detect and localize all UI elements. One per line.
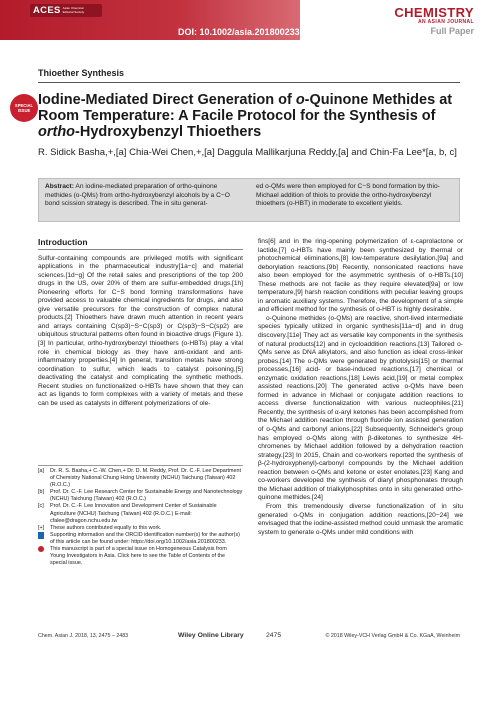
- supporting-info-icon: [38, 532, 46, 546]
- abstract-label: Abstract:: [45, 183, 74, 190]
- affiliation-text: Dr. R. S. Basha,+ C.-W. Chen,+ Dr. D. M. Reddy, Prof. Dr. C.-F. Lee Department of Chemistry National Chung Hsing University (NCHU) Taichung (Taiwan) 402 (R.O.C.): [50, 468, 242, 489]
- special-issue-icon: [38, 546, 46, 567]
- journal-name: CHEMISTRY: [394, 5, 474, 20]
- affiliation-item: [38, 468, 243, 489]
- paragraph: o-Quinone methides (o-QMs) are reactive, short-lived intermediate species typically utilized in organic synthesis[11a−d] and in drug discovery.[11e] They act as versatile key components in the synthesis of natural products[12] and in cycloaddition reactions.[13] Tailored o-QMs serve as DNA alkylators, and also function as ideal cross-linker probes.[14] The o-QMs were generated by photolysis[15] or thermal processes,[16] acid- or base-induced reactions,[17] chemical or enzymatic oxidation reactions,[18] Lewis acid,[19] or metal complex assisted reactions.[20] The generated active o-QMs have been formed in advance in Michael or conjugate addition reactions to access diverse functionalization with various nucleophiles.[21] Recently, the synthesis of α-aryl ketones has been accomplished from the Michael addition reaction through fluoride ion assisted generation of o-QMs and carbonyl anions.[22] Subsequently, Schneider's group has employed o-QMs along with β-diketones to synthesize 4H-chromenes by Michael addition followed by a dehydration reaction strategy.[23] In 2015, Chain and co-workers reported the synthesis of β-(2-hydroxyphenyl)-carbonyl compounds by the Michael addition reaction between o-QMs and ketone or ester enolates.[23] Kang and co-workers developed the synthesis of diaryl phosphonates through the Michael addition of trialkylphosphites onto in situ generated ortho-quinone methides.[24]: [258, 314, 463, 502]
- abstract-text-left: An iodine-mediated preparation of ortho-quinone methides (o-QMs) from ortho-hydroxybenzyl alcohols by a C−O bond scission strategy is described. The in situ generat-: [45, 183, 230, 208]
- badge-line-1: SPECIAL: [14, 103, 34, 108]
- special-issue-badge[interactable]: [10, 94, 38, 122]
- introduction-heading: Introduction: [38, 237, 88, 247]
- abstract-left: [45, 183, 242, 217]
- paragraph: fins[6] and in the ring-opening polymerization of ε-caprolactone or lactide.[7] o-HBTs have mainly been synthesized by thermal or photochemical eliminations,[8] low-temperature desilylation,[9a] and deborylation reactions.[9b] Recently, nonsonicated reactions have also been employed for the asymmetric synthesis of o-HBTs.[10] These methods are not facile as they require elevated[9a] or low temperature,[9] harsh reaction conditions with peculiar leaving groups in aromatic auxiliary systems. Therefore, the development of a simple and efficient method for the synthesis of o-HBT is highly desirable.: [258, 238, 463, 314]
- introduction-divider: [38, 249, 243, 250]
- doi-text[interactable]: DOI: 10.1002/asia.201800233: [178, 27, 300, 37]
- affiliation-key: [c]: [38, 503, 44, 510]
- affiliation-item: [38, 503, 243, 524]
- paragraph: Sulfur-containing compounds are privileged motifs with significant applications in the pharmaceutical industry[1a−c] and material sciences.[1d−g] Of the retail sales and prescriptions of the top 200 drugs in the US, over 20% of them are sulfur-embedded drugs.[1h] Pioneering efforts for C−S bond forming transformations have provided access to valuable chemical ingredients for drugs, and also give versatile precursors for the construction of complex natural products.[2] Thioethers have drawn much attention in recent years and arrays containing C(sp3)−S−C(sp3) or C(sp3)−S−C(sp2) are ubiquitous structural patterns often found in bioactive drugs (Figure 1).[3] In particular, ortho-hydroxybenzyl thioethers (o-HBTs) play a vital role in chemical biology as they have anti-oxidant and anti-inflammatory properties.[4] In general, transition metals have strong coordination to sulfur, which leads to catalyst poisoning,[5] deactivating the catalyst and complicating the synthetic methods. Recent studies on functionalized o-HBTs have shown that they can act as ligands to form complexes with a variety of metals and these can be used as catalysts in different polymerizations of ole-: [38, 254, 243, 407]
- affiliation-text[interactable]: This manuscript is part of a special issue on Homogeneous Catalysis from Young Investigators in Asia. Click here to see the Table of Contents of the special issue.: [50, 546, 227, 567]
- title-italic: ortho: [38, 124, 76, 140]
- affiliation-text: Prof. Dr. C.-F. Lee Research Center for Sustainable Energy and Nanotechnology (NCHU) Taichung (Taiwan) 402 (R.O.C.): [50, 489, 243, 503]
- affiliations-divider: [38, 465, 243, 466]
- author-list: R. Sidick Basha,+,[a] Chia-Wei Chen,+,[a] Daggula Mallikarjuna Reddy,[a] and Chin-Fa Lee*[a, b, c]: [38, 147, 457, 158]
- affiliation-item: [38, 489, 243, 503]
- abstract-box: [38, 178, 460, 222]
- abstract-right: ed o-QMs were then employed for C−S bond formation by thio-Michael addition of thiols to provide the ortho-hydroxybenzyl thioethers (o-HBT) in moderate to excellent yields.: [256, 183, 440, 208]
- affiliation-text[interactable]: Supporting information and the ORCID identification number(s) for the author(s) of this article can be found under: https://doi.org/10.1002/asia.201800233.: [50, 531, 240, 545]
- affiliations: [38, 468, 243, 567]
- title-italic: o: [295, 92, 305, 108]
- journal-subname: AN ASIAN JOURNAL: [418, 19, 474, 25]
- body-column-left: [38, 238, 243, 408]
- title-part: -Hydroxybenzyl Thioethers: [75, 124, 262, 140]
- title-part: Iodine-Mediated Direct Generation of: [38, 92, 296, 108]
- footer-library[interactable]: Wiley Online Library: [178, 632, 244, 639]
- logo-text: ACES: [33, 5, 61, 16]
- page-number: 2475: [266, 632, 282, 639]
- header-banner: [0, 0, 300, 40]
- article-type: Full Paper: [430, 26, 474, 36]
- affiliation-item[interactable]: [38, 546, 243, 567]
- affiliation-key: [a]: [38, 468, 44, 474]
- affiliation-key: [b]: [38, 489, 44, 496]
- footer-copyright: © 2018 Wiley-VCH Verlag GmbH & Co. KGaA, Weinheim: [325, 633, 460, 639]
- body-column-right: [258, 238, 463, 537]
- affiliation-key: [+]: [38, 524, 45, 531]
- aces-logo: [30, 4, 102, 17]
- page-header: [0, 0, 496, 40]
- section-label: Thioether Synthesis: [38, 68, 125, 78]
- article-title: [38, 92, 468, 140]
- badge-line-2: ISSUE: [17, 108, 31, 113]
- affiliation-item[interactable]: [38, 532, 243, 546]
- affiliation-text: Prof. Dr. C.-F. Lee Innovation and Development Center of Sustainable Agriculture (NCHU) Taichung (Taiwan) 402 (R.O.C.) E-mail: cfalee@dragon.nchu.edu.tw: [50, 503, 217, 524]
- logo-subtext: Asian Chemical Editorial Society: [62, 6, 85, 14]
- paragraph: From this tremendously diverse functionalization of in situ generated o-QMs in conjugation addition reactions,[20−24] we envisaged that the iodine-assisted method could unmask the aromatic system to generate o-QMs under mild conditions with: [258, 502, 463, 536]
- title-part: -Quinone Methides at Room Temperature: A Facile Protocol for the Synthesis of: [38, 92, 453, 124]
- section-divider: [38, 82, 460, 83]
- affiliation-text: These authors contributed equally to this work.: [50, 524, 162, 531]
- journal-logo: [354, 6, 474, 36]
- affiliation-item: [38, 525, 243, 532]
- footer-citation: Chem. Asian J. 2018, 13, 2475 – 2483: [38, 633, 129, 639]
